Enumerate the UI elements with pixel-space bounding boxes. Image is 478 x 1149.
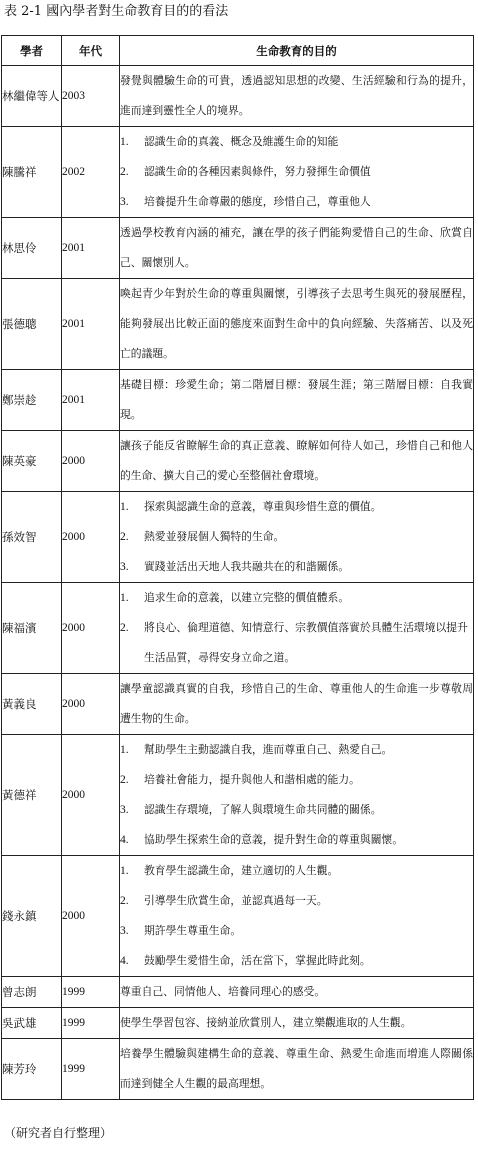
scholar-cell: 曾志朗 [2,977,62,1008]
year-cell: 2000 [62,583,120,674]
life-education-table [1,35,474,1100]
table-row [2,977,474,1008]
goal-item-text: 教育學生認識生命，建立適切的人生觀。 [144,864,339,877]
goal-item-text: 幫助學生主動認識自我，進而尊重自己、熱愛自己。 [144,743,393,756]
scholar-cell: 吳武雄 [2,1008,62,1039]
goal-text: 培養學生體驗與建構生命的意義、尊重生命、熱愛生命進而增進人際關係而達到健全人生觀的最高理想。 [120,1047,473,1090]
header-year: 年代 [62,36,120,66]
goal-list [120,735,473,855]
year-cell: 2000 [62,492,120,583]
table-row [2,674,474,735]
goal-text: 基礎目標：珍愛生命；第二階層目標：發展生涯；第三階層目標：自我實現。 [120,378,473,421]
goal-item-text: 引導學生欣賞生命，並認真過每一天。 [144,894,328,907]
scholar-cell: 張德聰 [2,279,62,370]
year-cell: 2000 [62,735,120,856]
goal-list-item: 1. 幫助學生主動認識自我，進而尊重自己、熱愛自己。 [120,735,473,765]
goal-list-item: 1. 探索與認識生命的意義，尊重與珍惜生意的價值。 [120,492,473,522]
year-cell: 1999 [62,977,120,1008]
table-row [2,856,474,977]
goal-list-item: 2. 引導學生欣賞生命，並認真過每一天。 [120,886,473,916]
source-note: （研究者自行整理） [4,1126,113,1140]
goal-text: 尊重自己、同情他人、培養同理心的感受。 [120,985,326,998]
scholar-cell: 錢永鎮 [2,856,62,977]
goal-list-item: 3. 期許學生尊重生命。 [120,916,473,946]
goal-cell [120,218,474,279]
scholar-cell: 孫效智 [2,492,62,583]
goal-list-item: 1. 追求生命的意義，以建立完整的價值體系。 [120,583,473,613]
year-cell: 1999 [62,1039,120,1100]
table-row [2,431,474,492]
goal-list-item: 1. 認識生命的真義、概念及維護生命的知能 [120,127,473,157]
goal-list-item: 3. 認識生存環境，了解人與環境生命共同體的關係。 [120,795,473,825]
scholar-cell: 林思伶 [2,218,62,279]
scholar-cell: 黃德祥 [2,735,62,856]
goal-cell [120,127,474,218]
goal-cell [120,431,474,492]
goal-item-text: 認識生命的真義、概念及維護生命的知能 [144,135,339,148]
goal-text: 透過學校教育內涵的補充，讓在學的孩子們能夠愛惜自己的生命、欣賞自己、關懷別人。 [120,226,473,269]
goal-cell [120,66,474,127]
scholar-cell: 陳芳玲 [2,1039,62,1100]
table-row [2,1039,474,1100]
goal-list-item: 2. 培養社會能力，提升與他人和諧相處的能力。 [120,765,473,795]
goal-text: 發覺與體驗生命的可貴，透過認知思想的改變、生活經驗和行為的提升，進而達到靈性全人的境界。 [120,74,473,117]
table-row [2,735,474,856]
table-row [2,279,474,370]
goal-item-text: 認識生命的各種因素與條件，努力發揮生命價值 [144,165,371,178]
goal-list-item: 2. 將良心、倫理道德、知情意行、宗教價值落實於具體生活環境以提升生活品質，尋得安身立命之道。 [120,613,473,673]
year-cell: 2002 [62,127,120,218]
goal-item-text: 培養提升生命尊嚴的態度，珍惜自己，尊重他人 [144,195,371,208]
table-caption: 表 2-1 國內學者對生命教育目的的看法 [4,4,229,19]
table-row [2,492,474,583]
goal-item-text: 培養社會能力，提升與他人和諧相處的能力。 [144,773,360,786]
year-cell: 2001 [62,279,120,370]
header-scholar: 學者 [2,36,62,66]
goal-list [120,492,473,582]
goal-list-item: 1. 教育學生認識生命，建立適切的人生觀。 [120,856,473,886]
scholar-cell: 陳英豪 [2,431,62,492]
goal-text: 讓學童認識真實的自我，珍惜自己的生命、尊重他人的生命進一步尊敬周遭生物的生命。 [120,682,473,725]
year-cell: 1999 [62,1008,120,1039]
table-row [2,1008,474,1039]
goal-cell [120,1008,474,1039]
year-cell: 2001 [62,218,120,279]
goal-text: 使學生學習包容、接納並欣賞別人，建立樂觀進取的人生觀。 [120,1016,412,1029]
goal-cell [120,977,474,1008]
goal-item-text: 探索與認識生命的意義，尊重與珍惜生意的價值。 [144,500,382,513]
goal-list [120,127,473,217]
scholar-cell: 林繼偉等人 [2,66,62,127]
goal-item-text: 鼓勵學生愛惜生命，活在當下，掌握此時此刻。 [144,954,371,967]
goal-item-text: 將良心、倫理道德、知情意行、宗教價值落實於具體生活環境以提升生活品質，尋得安身立命之道。 [144,621,468,664]
table-row [2,66,474,127]
goal-text: 讓孩子能反省瞭解生命的真正意義、瞭解如何待人如己，珍惜自己和他人的生命、擴大自己的愛心至整個社會環境。 [120,439,473,482]
goal-list-item: 3. 實踐並活出天地人我共融共在的和諧關係。 [120,552,473,582]
goal-cell [120,583,474,674]
goal-cell [120,279,474,370]
year-cell: 2000 [62,674,120,735]
year-cell: 2003 [62,66,120,127]
goal-item-text: 實踐並活出天地人我共融共在的和諧關係。 [144,560,350,573]
year-cell: 2000 [62,431,120,492]
goal-list-item: 4. 鼓勵學生愛惜生命，活在當下，掌握此時此刻。 [120,946,473,976]
scholar-cell: 黃義良 [2,674,62,735]
scholar-cell: 陳騰祥 [2,127,62,218]
goal-item-text: 熱愛並發展個人獨特的生命。 [144,530,285,543]
year-cell: 2000 [62,856,120,977]
table-row [2,218,474,279]
goal-item-text: 追求生命的意義，以建立完整的價值體系。 [144,591,350,604]
goal-cell [120,674,474,735]
goal-cell [120,492,474,583]
goal-cell [120,856,474,977]
goal-item-text: 協助學生探索生命的意義，提升對生命的尊重與關懷。 [144,833,404,846]
goal-item-text: 期許學生尊重生命。 [144,924,242,937]
goal-text: 喚起青少年對於生命的尊重與關懷，引導孩子去思考生與死的發展歷程，能夠發展出比較正面的態度來面對生命中的負向經驗、失落痛苦、以及死亡的議題。 [120,287,473,360]
header-goal: 生命教育的目的 [120,36,474,66]
goal-cell [120,370,474,431]
goal-cell [120,735,474,856]
table-header-row [2,36,474,66]
goal-list-item: 2. 熱愛並發展個人獨特的生命。 [120,522,473,552]
goal-list-item: 2. 認識生命的各種因素與條件，努力發揮生命價值 [120,157,473,187]
goal-item-text: 認識生存環境，了解人與環境生命共同體的關係。 [144,803,382,816]
table-row [2,127,474,218]
year-cell: 2001 [62,370,120,431]
scholar-cell: 鄭崇趁 [2,370,62,431]
goal-list-item: 4. 協助學生探索生命的意義，提升對生命的尊重與關懷。 [120,825,473,855]
goal-list [120,856,473,976]
goal-list-item: 3. 培養提升生命尊嚴的態度，珍惜自己，尊重他人 [120,187,473,217]
scholar-cell: 陳福濱 [2,583,62,674]
table-row [2,583,474,674]
goal-cell [120,1039,474,1100]
goal-list [120,583,473,673]
table-row [2,370,474,431]
